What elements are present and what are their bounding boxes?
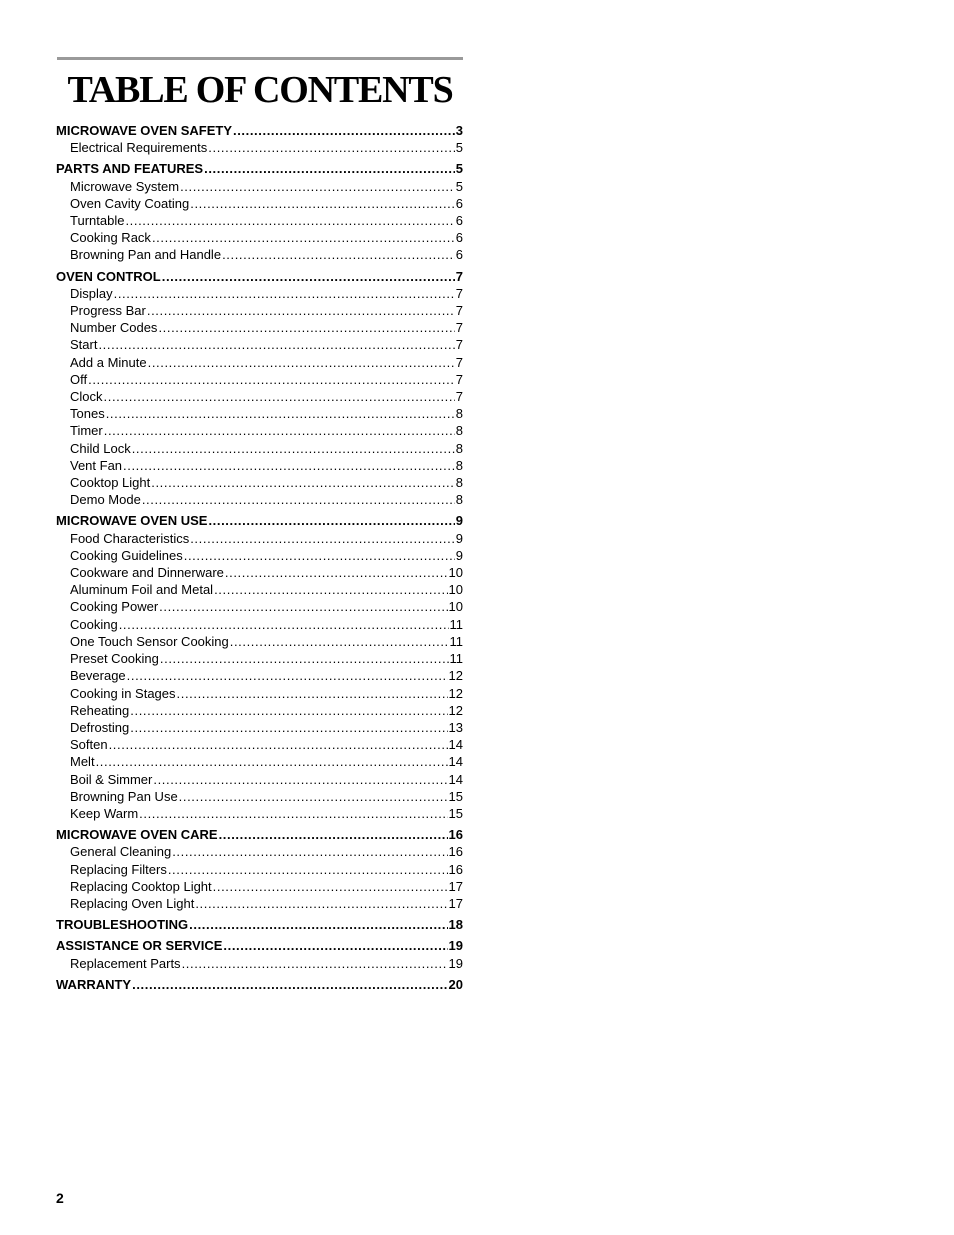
toc-entry[interactable] [56, 564, 463, 581]
toc-entry-page: 7 [455, 354, 463, 370]
dot-leader [88, 371, 455, 388]
dot-leader [184, 547, 455, 564]
toc-entry-label: Timer [70, 423, 103, 439]
toc-entry-page: 8 [455, 457, 463, 473]
page-title: TABLE OF CONTENTS [67, 69, 453, 111]
dot-leader [104, 422, 455, 439]
toc-entry[interactable] [56, 861, 463, 878]
toc-section-heading[interactable] [56, 976, 463, 993]
toc-entry[interactable] [56, 616, 463, 633]
toc-entry-label: Cooking in Stages [70, 685, 176, 701]
toc-entry-label: Progress Bar [70, 303, 146, 319]
toc-section-heading-label: PARTS AND FEATURES [56, 161, 204, 177]
header-rule [57, 57, 463, 60]
toc-section [56, 268, 463, 509]
toc-entry[interactable] [56, 371, 463, 388]
toc-entry-label: Cooking Rack [70, 230, 151, 246]
toc-entry-page: 12 [448, 702, 463, 718]
dot-leader [180, 178, 455, 195]
toc-entry-page: 11 [449, 616, 463, 632]
dot-leader [152, 229, 455, 246]
toc-section-heading-page: 9 [455, 513, 463, 529]
toc-entry[interactable] [56, 491, 463, 508]
toc-entry-label: Vent Fan [70, 457, 123, 473]
toc-entry-page: 10 [448, 599, 463, 615]
dot-leader [219, 826, 448, 843]
toc-entry-page: 8 [455, 475, 463, 491]
toc-section-heading-label: MICROWAVE OVEN CARE [56, 827, 218, 843]
dot-leader [195, 895, 447, 912]
toc-section-heading-page: 18 [448, 917, 463, 933]
toc-entry-label: One Touch Sensor Cooking [70, 633, 229, 649]
toc-entry-label: Cookware and Dinnerware [70, 565, 224, 581]
dot-leader [189, 916, 447, 933]
toc-entry[interactable] [56, 633, 463, 650]
toc-entry-label: Cooking [70, 616, 118, 632]
toc-entry[interactable] [56, 878, 463, 895]
toc-section-heading-page: 3 [455, 123, 463, 138]
toc-entry[interactable] [56, 405, 463, 422]
dot-leader [142, 491, 455, 508]
toc-entry[interactable] [56, 457, 463, 474]
dot-leader [190, 530, 455, 547]
toc-section [56, 916, 463, 933]
toc-entry-label: Electrical Requirements [70, 140, 208, 156]
dot-leader [225, 564, 448, 581]
toc-entry-page: 9 [455, 547, 463, 563]
toc-entry[interactable] [56, 581, 463, 598]
toc-entry-label: Defrosting [70, 719, 130, 735]
toc-entry-label: Oven Cavity Coating [70, 195, 190, 211]
toc-entry-page: 12 [448, 668, 463, 684]
toc-section-heading-page: 19 [448, 938, 463, 954]
toc-section-heading-page: 7 [455, 268, 463, 284]
toc-entry-page: 13 [448, 719, 463, 735]
toc-entry-label: Cooking Power [70, 599, 159, 615]
dot-leader [190, 195, 455, 212]
toc-entry-page: 8 [455, 440, 463, 456]
toc-entry[interactable] [56, 667, 463, 684]
toc-entry[interactable] [56, 719, 463, 736]
toc-entry[interactable] [56, 354, 463, 371]
dot-leader [158, 319, 454, 336]
toc-entry-page: 7 [455, 389, 463, 405]
dot-leader [233, 122, 455, 139]
toc-entry[interactable] [56, 302, 463, 319]
toc-entry-label: Child Lock [70, 440, 131, 456]
toc-section-heading-page: 5 [455, 161, 463, 177]
toc-entry-label: Tones [70, 406, 105, 422]
dot-leader [160, 650, 449, 667]
dot-leader [179, 788, 448, 805]
dot-leader [106, 405, 455, 422]
dot-leader [177, 685, 448, 702]
toc-entry-page: 6 [455, 195, 463, 211]
toc-entry[interactable] [56, 753, 463, 770]
toc-entry-page: 11 [449, 651, 463, 667]
toc-entry-page: 12 [448, 685, 463, 701]
dot-leader [208, 512, 454, 529]
toc-entry-label: Reheating [70, 702, 130, 718]
toc-entry-label: Keep Warm [70, 805, 139, 821]
toc-section-heading-label: MICROWAVE OVEN USE [56, 513, 208, 529]
toc-entry[interactable] [56, 736, 463, 753]
toc-entry-label: Browning Pan and Handle [70, 247, 222, 263]
dot-leader [230, 633, 449, 650]
toc-entry[interactable] [56, 212, 463, 229]
toc-entry[interactable] [56, 702, 463, 719]
toc-entry[interactable] [56, 650, 463, 667]
toc-entry[interactable] [56, 788, 463, 805]
toc-section-heading[interactable] [56, 826, 463, 843]
page-number: 2 [56, 1190, 64, 1206]
toc-entry-page: 6 [455, 213, 463, 229]
toc-entry-label: Display [70, 285, 113, 301]
toc-entry[interactable] [56, 319, 463, 336]
toc-entry-label: Aluminum Foil and Metal [70, 582, 214, 598]
dot-leader [104, 388, 455, 405]
dot-leader [139, 805, 447, 822]
toc-entry-page: 8 [455, 492, 463, 508]
toc-entry-page: 17 [448, 878, 463, 894]
dot-leader [214, 581, 447, 598]
toc-entry[interactable] [56, 139, 463, 156]
toc-entry-label: Replacing Cooktop Light [70, 878, 212, 894]
toc-entry-label: Number Codes [70, 320, 158, 336]
toc-entry[interactable] [56, 843, 463, 860]
toc-entry-page: 5 [455, 178, 463, 194]
dot-leader [132, 440, 455, 457]
toc-entry-label: Soften [70, 737, 108, 753]
toc-entry-page: 10 [448, 565, 463, 581]
dot-leader [130, 719, 447, 736]
dot-leader [127, 667, 448, 684]
toc-entry-page: 5 [455, 140, 463, 156]
toc-section-heading[interactable] [56, 122, 463, 139]
dot-leader [114, 285, 455, 302]
toc-section-heading-label: MICROWAVE OVEN SAFETY [56, 123, 232, 138]
dot-leader [132, 976, 447, 993]
toc-entry-page: 9 [455, 530, 463, 546]
dot-leader [98, 336, 454, 353]
toc-entry-label: Browning Pan Use [70, 788, 178, 804]
toc-entry-page: 14 [448, 737, 463, 753]
table-of-contents [56, 122, 463, 997]
toc-entry-page: 7 [455, 303, 463, 319]
toc-entry[interactable] [56, 440, 463, 457]
dot-leader [168, 861, 448, 878]
toc-entry-page: 7 [455, 285, 463, 301]
toc-entry-page: 19 [448, 955, 463, 971]
toc-entry-label: General Cleaning [70, 844, 172, 860]
dot-leader [125, 212, 454, 229]
toc-entry-label: Microwave System [70, 178, 180, 194]
toc-section-heading[interactable] [56, 916, 463, 933]
toc-section-heading[interactable] [56, 268, 463, 285]
toc-entry-label: Off [70, 371, 88, 387]
toc-entry-label: Cooking Guidelines [70, 547, 183, 563]
toc-section-heading-label: OVEN CONTROL [56, 268, 161, 284]
dot-leader [223, 937, 447, 954]
dot-leader [213, 878, 448, 895]
toc-entry[interactable] [56, 805, 463, 822]
toc-entry-page: 6 [455, 247, 463, 263]
dot-leader [109, 736, 448, 753]
toc-entry-label: Beverage [70, 668, 126, 684]
toc-section-heading-page: 16 [448, 827, 463, 843]
toc-section [56, 826, 463, 912]
dot-leader [172, 843, 447, 860]
dot-leader [222, 246, 455, 263]
toc-entry[interactable] [56, 229, 463, 246]
toc-entry[interactable] [56, 336, 463, 353]
toc-entry-label: Start [70, 337, 98, 353]
toc-entry-page: 14 [448, 771, 463, 787]
toc-entry-page: 15 [448, 788, 463, 804]
dot-leader [204, 160, 455, 177]
dot-leader [151, 474, 455, 491]
toc-entry-page: 7 [455, 320, 463, 336]
toc-entry-label: Boil & Simmer [70, 771, 153, 787]
toc-entry-label: Replacement Parts [70, 955, 181, 971]
toc-entry[interactable] [56, 598, 463, 615]
toc-entry-page: 16 [448, 861, 463, 877]
toc-entry[interactable] [56, 530, 463, 547]
dot-leader [162, 268, 455, 285]
toc-section [56, 976, 463, 993]
dot-leader [153, 771, 447, 788]
toc-entry[interactable] [56, 178, 463, 195]
toc-entry[interactable] [56, 422, 463, 439]
toc-entry-page: 16 [448, 844, 463, 860]
toc-entry[interactable] [56, 195, 463, 212]
dot-leader [159, 598, 447, 615]
dot-leader [130, 702, 447, 719]
toc-section [56, 937, 463, 971]
toc-entry[interactable] [56, 895, 463, 912]
toc-entry-page: 10 [448, 582, 463, 598]
toc-entry-page: 7 [455, 371, 463, 387]
toc-entry-page: 7 [455, 337, 463, 353]
toc-section-heading-page: 20 [448, 976, 463, 992]
toc-entry-label: Food Characteristics [70, 530, 190, 546]
toc-section-heading-label: ASSISTANCE OR SERVICE [56, 938, 223, 954]
toc-section [56, 122, 463, 156]
toc-entry-page: 17 [448, 895, 463, 911]
toc-entry[interactable] [56, 388, 463, 405]
toc-section-heading[interactable] [56, 937, 463, 954]
toc-section-heading-label: WARRANTY [56, 976, 132, 992]
toc-entry-page: 15 [448, 805, 463, 821]
dot-leader [96, 753, 448, 770]
toc-entry-label: Demo Mode [70, 492, 141, 508]
toc-entry-page: 8 [455, 423, 463, 439]
toc-section [56, 160, 463, 263]
toc-section-heading[interactable] [56, 160, 463, 177]
toc-entry-page: 11 [449, 633, 463, 649]
toc-entry-page: 14 [448, 754, 463, 770]
toc-section-heading[interactable] [56, 512, 463, 529]
dot-leader [182, 955, 448, 972]
toc-section [56, 512, 463, 822]
toc-entry[interactable] [56, 474, 463, 491]
toc-entry-label: Preset Cooking [70, 651, 159, 667]
toc-entry-page: 6 [455, 230, 463, 246]
toc-entry-label: Turntable [70, 213, 125, 229]
toc-entry-label: Replacing Oven Light [70, 895, 195, 911]
dot-leader [147, 302, 455, 319]
dot-leader [208, 139, 454, 156]
toc-entry-page: 8 [455, 406, 463, 422]
toc-entry[interactable] [56, 955, 463, 972]
toc-entry-label: Melt [70, 754, 95, 770]
toc-entry[interactable] [56, 246, 463, 263]
dot-leader [123, 457, 455, 474]
toc-entry[interactable] [56, 285, 463, 302]
toc-section-heading-label: TROUBLESHOOTING [56, 917, 189, 933]
toc-entry-label: Clock [70, 389, 103, 405]
toc-entry[interactable] [56, 771, 463, 788]
toc-entry[interactable] [56, 685, 463, 702]
dot-leader [119, 616, 449, 633]
toc-entry-label: Add a Minute [70, 354, 147, 370]
toc-entry-label: Cooktop Light [70, 475, 151, 491]
toc-entry[interactable] [56, 547, 463, 564]
dot-leader [148, 354, 455, 371]
toc-entry-label: Replacing Filters [70, 861, 167, 877]
